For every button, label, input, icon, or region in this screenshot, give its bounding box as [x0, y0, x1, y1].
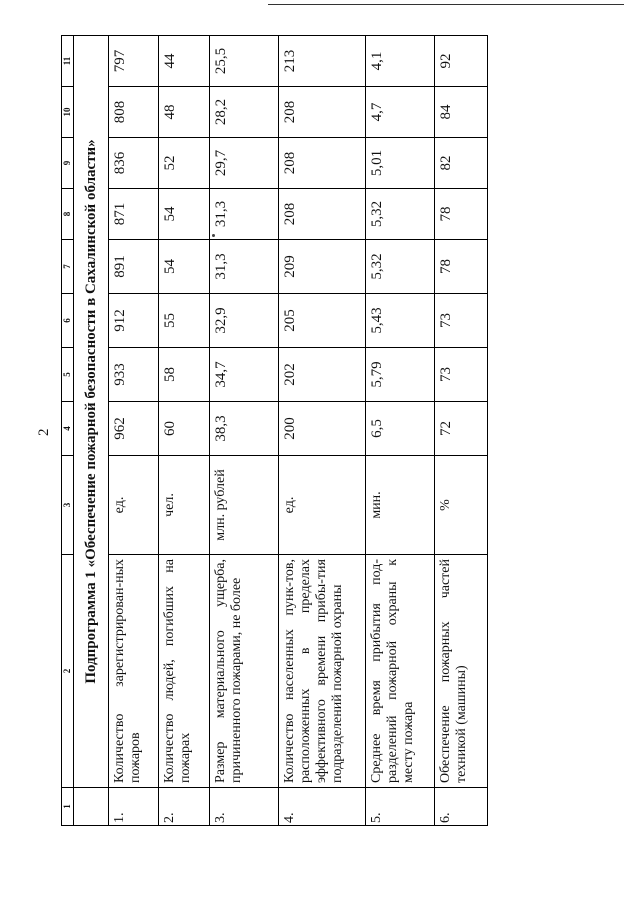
value-cell: 38,3	[210, 402, 279, 456]
value-cell: 208	[279, 189, 366, 240]
value-cell: 205	[279, 294, 366, 348]
value-cell: 200	[279, 402, 366, 456]
unit-cell: ед.	[109, 456, 159, 555]
value-cell: 32,9	[210, 294, 279, 348]
value-cell: 73	[435, 348, 488, 402]
value-cell: 5,43	[366, 294, 435, 348]
table-row	[210, 36, 279, 826]
value-cell: 54	[159, 189, 210, 240]
row-number: 6.	[435, 788, 488, 826]
value-cell: 92	[435, 36, 488, 87]
value-cell: 891	[109, 240, 159, 294]
value-cell: 5,32	[366, 240, 435, 294]
value-cell: 5,01	[366, 138, 435, 189]
value-cell: 82	[435, 138, 488, 189]
value-cell: 912	[109, 294, 159, 348]
indicator-name: Количество зарегистрирован-ных пожаров	[109, 555, 159, 788]
indicator-name: Обеспечение пожарных частей техникой (машины)	[435, 555, 488, 788]
column-number-3: 3	[62, 456, 74, 555]
value-cell: 58	[159, 348, 210, 402]
column-number-9: 9	[62, 138, 74, 189]
unit-cell: млн. рублей	[210, 456, 279, 555]
subprogram-title: Подпрограмма 1 «Обеспечение пожарной безопасности в Сахалинской области»	[74, 36, 109, 788]
indicators-table	[61, 35, 488, 826]
row-number: 4.	[279, 788, 366, 826]
value-cell: 5,32	[366, 189, 435, 240]
value-cell: 60	[159, 402, 210, 456]
table-row	[109, 36, 159, 826]
column-number-7: 7	[62, 240, 74, 294]
indicator-name: Среднее время прибытия под-разделений пожарной охраны к месту пожара	[366, 555, 435, 788]
column-number-row	[62, 36, 74, 826]
value-cell: 25,5	[210, 36, 279, 87]
row-number: 3.	[210, 788, 279, 826]
value-cell: 52	[159, 138, 210, 189]
value-cell: 29,7	[210, 138, 279, 189]
unit-cell: мин.	[366, 456, 435, 555]
value-cell: 78	[435, 240, 488, 294]
indicator-name: Размер материального ущерба, причиненного пожарами, не более	[210, 555, 279, 788]
table-row	[159, 36, 210, 826]
value-cell: 44	[159, 36, 210, 87]
column-number-5: 5	[62, 348, 74, 402]
value-cell: 73	[435, 294, 488, 348]
value-cell: 836	[109, 138, 159, 189]
blank-cell	[74, 788, 109, 826]
unit-cell: %	[435, 456, 488, 555]
page-number: 2	[36, 428, 52, 436]
value-cell: 6,5	[366, 402, 435, 456]
indicator-name: Количество населенных пунк-тов, расположенных в пределах эффективного времени прибы-тия подразделений пожарной охраны	[279, 555, 366, 788]
value-cell: 72	[435, 402, 488, 456]
value-cell: 797	[109, 36, 159, 87]
value-cell: 31,3	[210, 189, 279, 240]
column-number-10: 10	[62, 87, 74, 138]
value-cell: 34,7	[210, 348, 279, 402]
value-cell: 54	[159, 240, 210, 294]
column-number-1: 1	[62, 788, 74, 826]
indicator-name: Количество людей, погибших на пожарах	[159, 555, 210, 788]
subprogram-header-row	[74, 36, 109, 826]
value-cell: 4,1	[366, 36, 435, 87]
table-row	[279, 36, 366, 826]
top-rule	[268, 4, 624, 5]
value-cell: 962	[109, 402, 159, 456]
column-number-6: 6	[62, 294, 74, 348]
value-cell: 208	[279, 87, 366, 138]
value-cell: 202	[279, 348, 366, 402]
value-cell: 78	[435, 189, 488, 240]
column-number-4: 4	[62, 402, 74, 456]
value-cell: 84	[435, 87, 488, 138]
table-row	[435, 36, 488, 826]
value-cell: 48	[159, 87, 210, 138]
value-cell: 28,2	[210, 87, 279, 138]
value-cell: 213	[279, 36, 366, 87]
row-number: 2.	[159, 788, 210, 826]
value-cell: 871	[109, 189, 159, 240]
table-row	[366, 36, 435, 826]
value-cell: 31,3	[210, 240, 279, 294]
column-number-8: 8	[62, 189, 74, 240]
value-cell: 208	[279, 138, 366, 189]
value-cell: 5,79	[366, 348, 435, 402]
column-number-2: 2	[62, 555, 74, 788]
row-number: 5.	[366, 788, 435, 826]
value-cell: 209	[279, 240, 366, 294]
rotated-table-container	[61, 36, 533, 826]
unit-cell: ед.	[279, 456, 366, 555]
row-number: 1.	[109, 788, 159, 826]
unit-cell: чел.	[159, 456, 210, 555]
value-cell: 933	[109, 348, 159, 402]
value-cell: 55	[159, 294, 210, 348]
value-cell: 4,7	[366, 87, 435, 138]
value-cell: 808	[109, 87, 159, 138]
column-number-11: 11	[62, 36, 74, 87]
